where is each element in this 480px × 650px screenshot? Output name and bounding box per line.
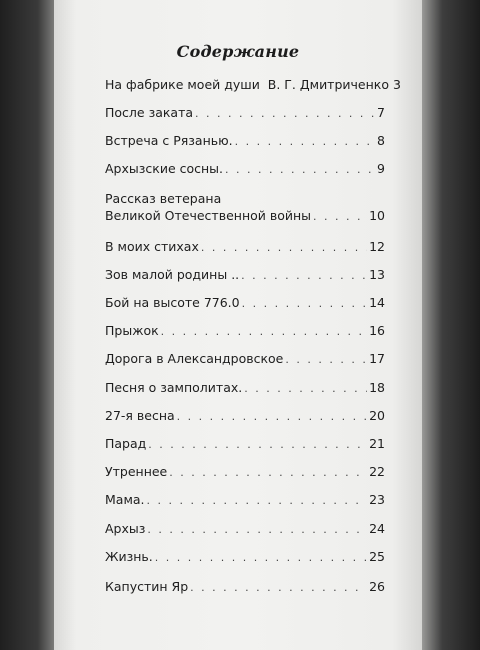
leader-dots [155, 549, 367, 566]
toc-entry-title: Мама. [105, 492, 145, 507]
toc-entry-page: 23 [369, 492, 385, 507]
book-page [54, 0, 422, 650]
toc-entry-page: 12 [369, 239, 385, 254]
toc-entry-title: После заката [105, 105, 194, 120]
leader-dots [169, 464, 367, 481]
leader-dots [235, 133, 375, 150]
page-title: Содержание [176, 42, 300, 61]
leader-dots [147, 492, 368, 509]
toc-entry-title: Встреча с Рязанью. [105, 133, 233, 148]
toc-entry [105, 379, 385, 397]
toc-entry [105, 578, 385, 596]
toc-entry [105, 104, 385, 122]
toc-entry-page: 21 [369, 436, 385, 451]
toc-entry-page: 26 [369, 579, 385, 594]
leader-dots [161, 323, 367, 340]
toc-entry-page: 7 [377, 105, 385, 120]
toc-entry-page: 13 [369, 267, 385, 282]
toc-entry-title: Великой Отечественной войны [105, 208, 312, 223]
leader-dots [225, 161, 375, 178]
toc-entry [105, 463, 385, 481]
toc-entry [105, 322, 385, 340]
toc-entry [105, 294, 385, 312]
toc-entry-page: 16 [369, 323, 385, 338]
leader-dots [147, 521, 367, 538]
leader-dots [195, 105, 375, 122]
leader-dots [148, 436, 367, 453]
toc-entry [105, 548, 385, 566]
toc-entry-page: 10 [369, 208, 385, 223]
toc-entry-title: Бой на высоте 776.0 [105, 295, 240, 310]
leader-dots [242, 295, 367, 312]
toc-entry-title: Дорога в Александровское [105, 351, 284, 366]
toc-entry [105, 435, 385, 453]
leader-dots [244, 380, 367, 397]
toc-entry-title: Парад [105, 436, 147, 451]
toc-entry [105, 190, 385, 225]
toc-entry-title: Песня о замполитах. [105, 380, 243, 395]
toc-entry-page: 14 [369, 295, 385, 310]
leader-dots [190, 579, 367, 596]
toc-entry-page: 22 [369, 464, 385, 479]
toc-entry-page: 25 [369, 549, 385, 564]
toc-entry-page: 9 [377, 161, 385, 176]
leader-dots [177, 408, 367, 425]
toc-entry-title: Прыжок [105, 323, 159, 338]
toc-entry-title: Утреннее [105, 464, 168, 479]
toc-entry-title: Жизнь. [105, 549, 153, 564]
book-edge-shadow [422, 0, 480, 650]
toc-entry-title: Архыз [105, 521, 146, 536]
leader-dots [313, 208, 367, 225]
toc-entry-page: 17 [369, 351, 385, 366]
toc-entry-title: Зов малой родины .. [105, 267, 240, 282]
toc-entry-title-line: Рассказ ветерана [105, 191, 222, 206]
toc-entry [105, 407, 385, 425]
toc-entry-page: 3 [392, 77, 401, 92]
toc-entry-title: На фабрике моей души В. Г. Дмитриченко [105, 77, 389, 92]
toc-entry [105, 350, 385, 368]
toc-entry-title: В моих стихах [105, 239, 199, 254]
toc-entry-page: 20 [369, 408, 385, 423]
book-spine-shadow [0, 0, 54, 650]
toc-entry-page: 18 [369, 380, 385, 395]
toc-entry [105, 132, 385, 150]
leader-dots [201, 239, 367, 256]
toc-entry [105, 238, 385, 256]
leader-dots [285, 351, 367, 368]
toc-entry-title: 27-я весна [105, 408, 175, 423]
toc-entry [105, 520, 385, 538]
toc-entry [105, 266, 385, 284]
toc-entry [105, 491, 385, 509]
toc-entry-page: 24 [369, 521, 385, 536]
leader-dots [241, 267, 367, 284]
toc-entry-title: Капустин Яр [105, 579, 189, 594]
toc-entry-page: 8 [377, 133, 385, 148]
toc-entry [105, 76, 401, 94]
toc-entry-title: Архызские сосны. [105, 161, 224, 176]
toc-entry [105, 160, 385, 178]
